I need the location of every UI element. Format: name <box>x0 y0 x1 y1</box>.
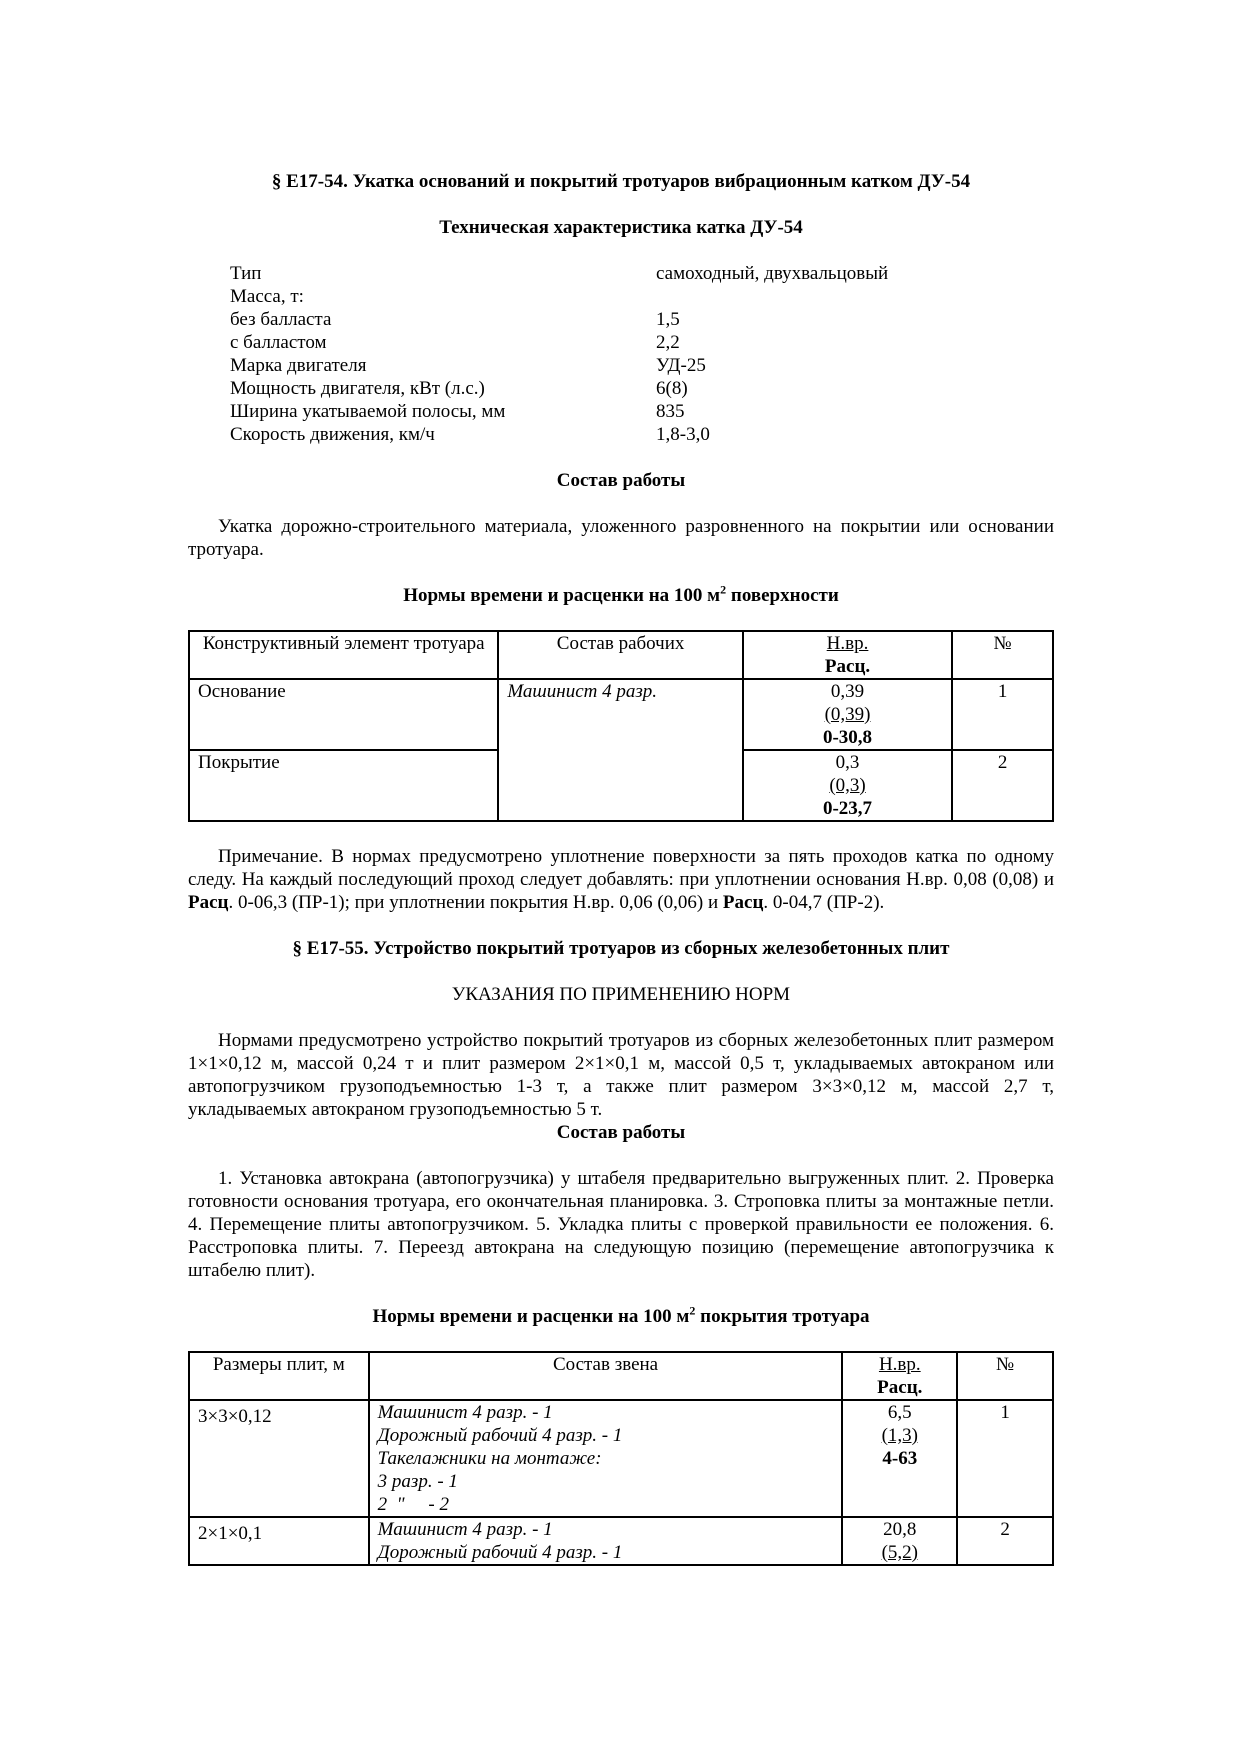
document-page <box>188 170 1054 1566</box>
cell-rasc: 0-23,7 <box>822 798 873 819</box>
spec-key: Скорость движения, км/ч <box>230 424 435 445</box>
spec-row <box>230 285 1054 308</box>
spec-value: самоходный, двухвальцовый <box>656 263 889 284</box>
work-title: Состав работы <box>556 470 686 491</box>
cell-rasc: 0-30,8 <box>822 727 873 748</box>
spec-key: Марка двигателя <box>230 355 367 376</box>
cell-nvr: 20,8 <box>883 1519 917 1540</box>
table-header-row <box>189 1352 1053 1400</box>
norms-title-sup: 2 <box>689 1303 696 1318</box>
header-nvr: Н.вр. <box>878 1354 921 1375</box>
guide-text: Нормами предусмотрено устройство покрытий тротуаров из сборных железобетонных плит размером 1×1×0,12 м, массой 0,24 т и плит размером 2×1×0,1 м, массой 0,5 т, укладываемых автокраном или автопогрузчиком грузоподъемностью 1-3 т, а также плит размером 3×3×0,12 м, массой 2,7 т, укладываемых автокраном грузоподъемностью 5 т. <box>188 1030 1054 1120</box>
cell-nvr-paren: (5,2) <box>881 1542 918 1563</box>
header-norm <box>842 1352 957 1400</box>
norms-title-tail: поверхности <box>726 585 839 606</box>
table-row <box>189 1517 1053 1565</box>
norms-title <box>188 584 1054 607</box>
spec-key: Масса, т: <box>230 286 304 307</box>
spec-title: Техническая характеристика катка ДУ-54 <box>439 217 803 238</box>
table-header-row <box>189 631 1053 679</box>
section-title: § Е17-55. Устройство покрытий тротуаров из сборных железобетонных плит <box>292 938 950 959</box>
crew-line: 3 разр. - 1 <box>377 1471 458 1492</box>
norms-table-2 <box>188 1351 1054 1566</box>
work-title: Состав работы <box>556 1122 686 1143</box>
crew-line: Дорожный рабочий 4 разр. - 1 <box>377 1542 623 1563</box>
spec-key: Ширина укатываемой полосы, мм <box>230 401 506 422</box>
spec-row <box>230 308 1054 331</box>
spec-value: 1,5 <box>656 309 680 330</box>
crew-line: Машинист 4 разр. - 1 <box>377 1402 553 1423</box>
crew-line: 2 " - 2 <box>377 1494 449 1515</box>
spec-row <box>230 262 1054 285</box>
cell-nvr-paren: (0,3) <box>829 775 866 796</box>
spec-list <box>230 262 1054 446</box>
header-crew: Состав звена <box>369 1352 843 1400</box>
spec-row <box>230 423 1054 446</box>
note-part: . 0-04,7 (ПР-2). <box>763 892 885 913</box>
spec-row <box>230 354 1054 377</box>
spec-value: 6(8) <box>656 378 688 399</box>
spec-value: 835 <box>656 401 685 422</box>
norms-title <box>188 1305 1054 1328</box>
norms-title-text: Нормы времени и расценки на 100 м <box>372 1306 690 1327</box>
note-part: Примечание. В нормах предусмотрено уплотнение поверхности за пять проходов катка по одному следу. На каждый последующий проход следует добавлять: при уплотнении основания Н.вр. 0,08 (0,08) и <box>188 846 1054 890</box>
note-part: . 0-06,3 (ПР-1); при уплотнении покрытия Н.вр. 0,06 (0,06) и <box>228 892 723 913</box>
header-no: № <box>957 1352 1053 1400</box>
cell-element: Основание <box>189 679 498 750</box>
note-text <box>188 845 1054 914</box>
header-rasc: Расц. <box>877 1377 923 1398</box>
cell-rasc: 4-63 <box>882 1448 918 1469</box>
spec-value: 1,8-3,0 <box>656 424 710 445</box>
cell-nvr-paren: (0,39) <box>824 704 871 725</box>
crew-line: Машинист 4 разр. - 1 <box>377 1519 553 1540</box>
header-element: Конструктивный элемент тротуара <box>189 631 498 679</box>
cell-crew <box>369 1517 843 1565</box>
spec-key: с балластом <box>230 332 327 353</box>
spec-row <box>230 331 1054 354</box>
spec-value: УД-25 <box>656 355 706 376</box>
cell-no: 2 <box>952 750 1053 821</box>
cell-no: 1 <box>952 679 1053 750</box>
work-text: 1. Установка автокрана (автопогрузчика) у штабеля предварительно выгруженных плит. 2. Проверка готовности основания тротуара, его окончательная планировка. 3. Строповка плиты за монтажные петли. 4. Перемещение плиты автопогрузчиком. 5. Укладка плиты с проверкой правильности ее положения. 6. Расстроповка плиты. 7. Переезд автокрана на следующую позицию (перемещение автопогрузчика к штабелю плит). <box>188 1168 1054 1281</box>
crew-line: Такелажники на монтаже: <box>377 1448 602 1469</box>
cell-size: 3×3×0,12 <box>189 1400 369 1517</box>
cell-crew <box>369 1400 843 1517</box>
guide-title: УКАЗАНИЯ ПО ПРИМЕНЕНИЮ НОРМ <box>451 984 791 1005</box>
spec-row <box>230 400 1054 423</box>
cell-no: 2 <box>957 1517 1053 1565</box>
norms-title-sup: 2 <box>720 582 727 597</box>
spec-key: Мощность двигателя, кВт (л.с.) <box>230 378 485 399</box>
cell-crew: Машинист 4 разр. <box>498 679 742 821</box>
cell-element: Покрытие <box>189 750 498 821</box>
norms-title-tail: покрытия тротуара <box>695 1306 870 1327</box>
cell-norm <box>743 679 952 750</box>
table-row <box>189 1400 1053 1517</box>
cell-norm <box>743 750 952 821</box>
cell-no: 1 <box>957 1400 1053 1517</box>
section-title: § Е17-54. Укатка оснований и покрытий тротуаров вибрационным катком ДУ-54 <box>271 171 971 192</box>
header-size: Размеры плит, м <box>189 1352 369 1400</box>
cell-nvr: 6,5 <box>887 1402 912 1423</box>
header-rasc: Расц. <box>824 656 871 677</box>
header-nvr: Н.вр. <box>826 633 869 654</box>
cell-norm <box>842 1400 957 1517</box>
header-crew: Состав рабочих <box>498 631 742 679</box>
cell-nvr-paren: (1,3) <box>881 1425 918 1446</box>
table-row <box>189 679 1053 750</box>
note-bold: Расц <box>188 892 229 913</box>
spec-key: Тип <box>230 263 262 284</box>
note-bold: Расц <box>722 892 764 913</box>
cell-nvr: 0,39 <box>830 681 865 702</box>
header-norm <box>743 631 952 679</box>
cell-size: 2×1×0,1 <box>189 1517 369 1565</box>
cell-norm <box>842 1517 957 1565</box>
header-no: № <box>952 631 1053 679</box>
norms-table-1 <box>188 630 1054 822</box>
norms-title-text: Нормы времени и расценки на 100 м <box>403 585 721 606</box>
spec-row <box>230 377 1054 400</box>
cell-nvr: 0,3 <box>835 752 860 773</box>
spec-value: 2,2 <box>656 332 680 353</box>
work-text: Укатка дорожно-строительного материала, уложенного разровненного на покрытии или основании тротуара. <box>188 516 1054 560</box>
crew-line: Дорожный рабочий 4 разр. - 1 <box>377 1425 623 1446</box>
spec-key: без балласта <box>230 309 332 330</box>
